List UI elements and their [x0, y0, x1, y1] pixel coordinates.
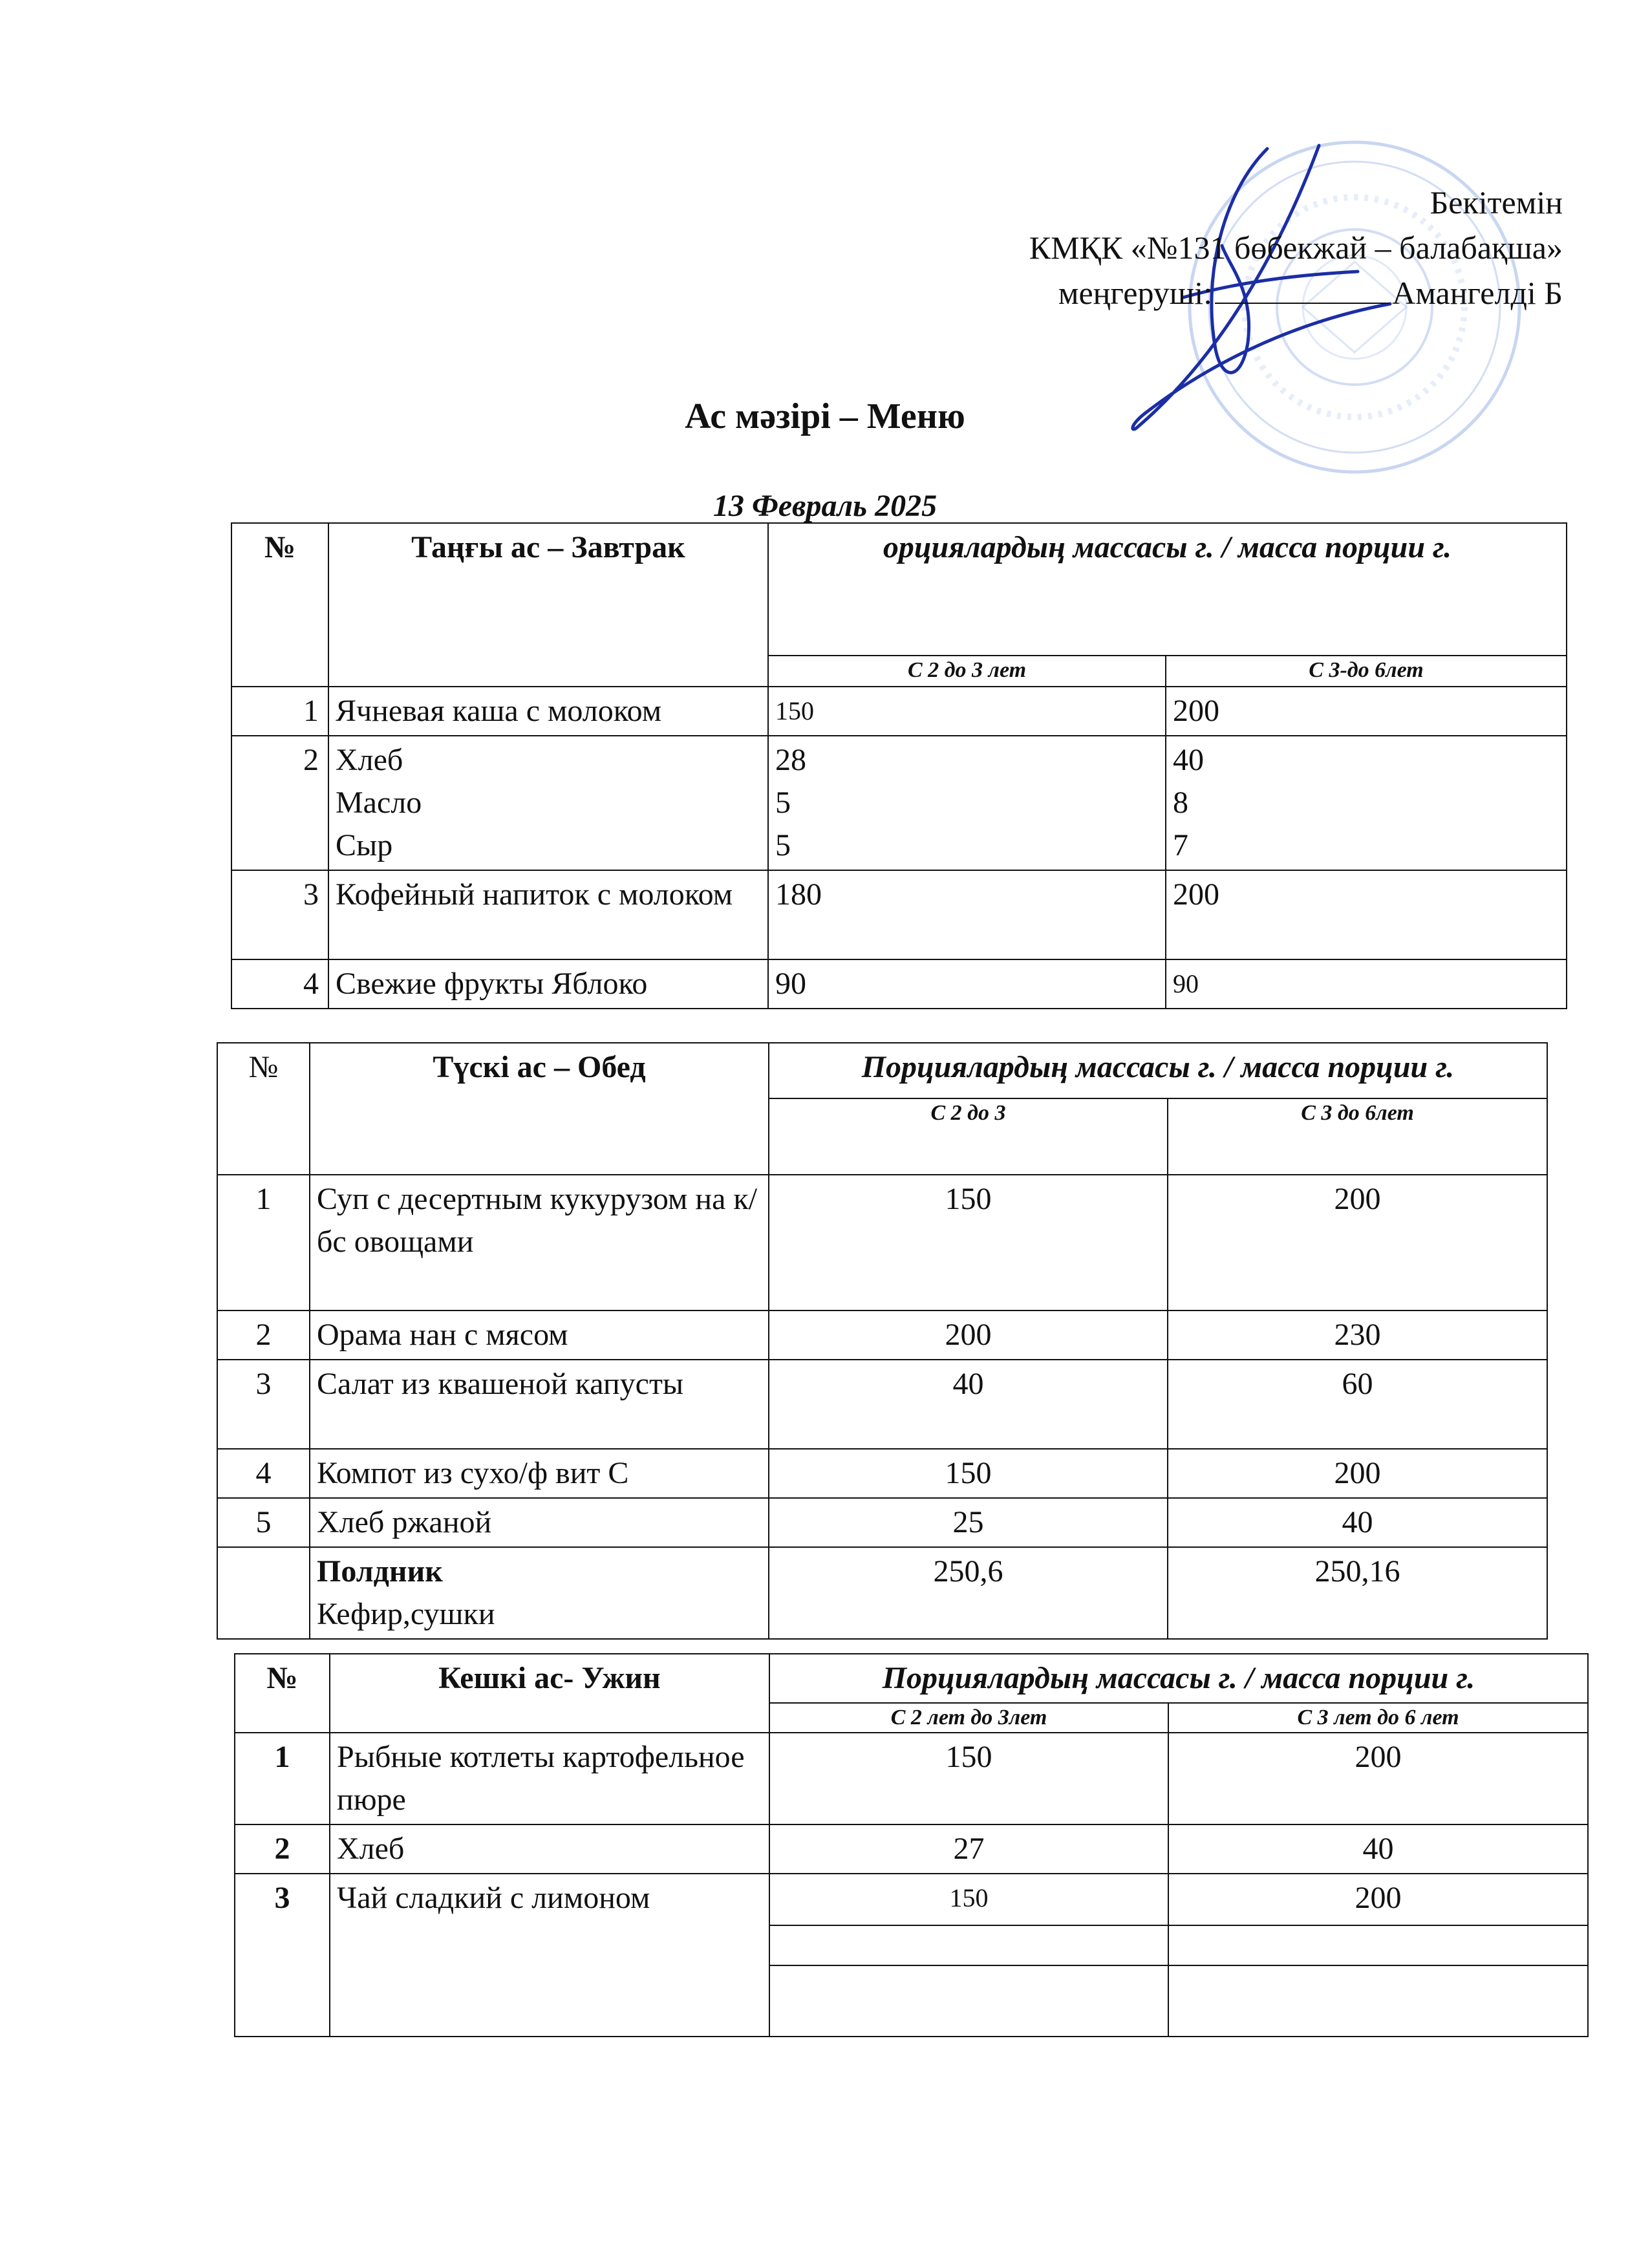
- table-row: [217, 1175, 1547, 1311]
- row-no: 1: [235, 1733, 330, 1824]
- head-name: Амангелді Б: [1392, 275, 1563, 311]
- dish-name: [328, 736, 768, 870]
- dinner-table: [234, 1653, 1589, 2037]
- row-no: 3: [235, 1874, 330, 2037]
- header-mass: Порциялардың массасы г. / масса порции г.: [769, 1043, 1547, 1098]
- row-no: 3: [217, 1360, 310, 1449]
- mass-3-6: 250,16: [1168, 1547, 1547, 1639]
- mass-3-6: 60: [1168, 1360, 1547, 1449]
- snack-title: Полдник: [317, 1554, 443, 1589]
- mass-3-6: 200: [1168, 1449, 1547, 1498]
- row-no: 1: [217, 1175, 310, 1311]
- mass-2-3: 150: [769, 1449, 1168, 1498]
- dish-line: Масло: [336, 786, 422, 820]
- row-no: 2: [217, 1311, 310, 1360]
- page-title: Ас мәзірі – Меню: [685, 396, 965, 436]
- mass-2-3: 25: [769, 1498, 1168, 1547]
- mass-2-3: 150: [769, 1733, 1168, 1824]
- table-row: [231, 959, 1567, 1009]
- table-row: [235, 1874, 1588, 1925]
- institution-name: КМҚК «№131 бөбекжай – балабақша»: [1029, 230, 1563, 266]
- mass-3-6: 230: [1168, 1311, 1547, 1360]
- mass-line: 8: [1173, 786, 1188, 820]
- row-no: 2: [231, 736, 328, 870]
- menu-date: 13 Февраль 2025: [712, 489, 938, 523]
- mass-line: 5: [775, 828, 791, 862]
- dish-name: Салат из квашеной капусты: [310, 1360, 769, 1449]
- mass-line: 7: [1173, 828, 1188, 862]
- mass-3-6: 90: [1166, 959, 1567, 1009]
- approval-title: Бекітемін: [1430, 184, 1563, 220]
- header-age-3-6: С 3 до 6лет: [1168, 1098, 1547, 1175]
- table-row: [235, 1733, 1588, 1824]
- header-age-2-3: С 2 до 3: [769, 1098, 1168, 1175]
- header-no: №: [231, 523, 328, 687]
- table-row: [217, 1498, 1547, 1547]
- header-mass: Порциялардың массасы г. / масса порции г.: [769, 1654, 1588, 1703]
- mass-2-3: 250,6: [769, 1547, 1168, 1639]
- mass-line: 40: [1173, 743, 1204, 777]
- dish-name: Рыбные котлеты картофельное пюре: [330, 1733, 769, 1824]
- mass-2-3: 150: [769, 1874, 1168, 1925]
- header-mass: орциялардың массасы г. / масса порции г.: [768, 523, 1567, 656]
- mass-line: 28: [775, 743, 806, 777]
- row-no: 1: [231, 687, 328, 736]
- mass-3-6: 200: [1168, 1874, 1588, 1925]
- mass-2-3: 150: [769, 1175, 1168, 1311]
- header-age-3-6: С 3-до 6лет: [1166, 656, 1567, 687]
- empty-cell: [1168, 1965, 1588, 2037]
- table-row: [217, 1311, 1547, 1360]
- head-label: меңгеруші:: [1058, 275, 1213, 311]
- mass-3-6: 200: [1166, 687, 1567, 736]
- header-meal: Кешкі ас- Ужин: [330, 1654, 769, 1733]
- mass-2-3: 200: [769, 1311, 1168, 1360]
- row-no: 4: [231, 959, 328, 1009]
- empty-cell: [1168, 1925, 1588, 1965]
- dish-line: Сыр: [336, 828, 393, 862]
- table-row: [217, 1360, 1547, 1449]
- header-meal: Таңғы ас – Завтрак: [328, 523, 768, 687]
- dish-name: Ячневая каша с молоком: [328, 687, 768, 736]
- dish-name: Хлеб: [330, 1824, 769, 1874]
- table-row: [231, 736, 1567, 870]
- row-no: 2: [235, 1824, 330, 1874]
- mass-3-6: 200: [1168, 1733, 1588, 1824]
- dish-name: Кофейный напиток с молоком: [328, 870, 768, 959]
- row-no: 5: [217, 1498, 310, 1547]
- table-row-snack: [217, 1547, 1547, 1639]
- row-no: 4: [217, 1449, 310, 1498]
- dish-name: [310, 1547, 769, 1639]
- header-age-2-3: С 2 лет до 3лет: [769, 1703, 1168, 1733]
- mass-3-6: 200: [1166, 870, 1567, 959]
- mass-2-3: 90: [768, 959, 1166, 1009]
- dish-name: Суп с десертным кукурузом на к/бс овощами: [310, 1175, 769, 1311]
- mass-2-3: 180: [768, 870, 1166, 959]
- table-row: [235, 1824, 1588, 1874]
- table-row: [217, 1449, 1547, 1498]
- dish-name: Орама нан с мясом: [310, 1311, 769, 1360]
- header-no: №: [235, 1654, 330, 1733]
- dish-name: Чай сладкий с лимоном: [330, 1874, 769, 2037]
- dish-name: Компот из сухо/ф вит С: [310, 1449, 769, 1498]
- row-no: [217, 1547, 310, 1639]
- mass-3-6: 40: [1168, 1498, 1547, 1547]
- mass-2-3: 150: [768, 687, 1166, 736]
- mass-line: 5: [775, 786, 791, 820]
- lunch-table: [217, 1042, 1548, 1640]
- empty-cell: [769, 1925, 1168, 1965]
- header-no: №: [217, 1043, 310, 1175]
- empty-cell: [769, 1965, 1168, 2037]
- mass-3-6: [1166, 736, 1567, 870]
- dish-name: Свежие фрукты Яблоко: [328, 959, 768, 1009]
- header-age-3-6: С 3 лет до 6 лет: [1168, 1703, 1588, 1733]
- mass-2-3: 40: [769, 1360, 1168, 1449]
- snack-name: Кефир,сушки: [317, 1597, 495, 1631]
- approval-block: [1029, 180, 1563, 316]
- head-signature-line: [1029, 270, 1563, 316]
- dish-line: Хлеб: [336, 743, 403, 777]
- dish-name: Хлеб ржаной: [310, 1498, 769, 1547]
- mass-2-3: 27: [769, 1824, 1168, 1874]
- table-row: [231, 870, 1567, 959]
- mass-2-3: [768, 736, 1166, 870]
- row-no: 3: [231, 870, 328, 959]
- header-age-2-3: С 2 до 3 лет: [768, 656, 1166, 687]
- mass-3-6: 200: [1168, 1175, 1547, 1311]
- breakfast-table: [231, 522, 1567, 1009]
- mass-3-6: 40: [1168, 1824, 1588, 1874]
- table-row: [231, 687, 1567, 736]
- header-meal: Түскі ас – Обед: [310, 1043, 769, 1175]
- signature-blank: [1215, 273, 1389, 304]
